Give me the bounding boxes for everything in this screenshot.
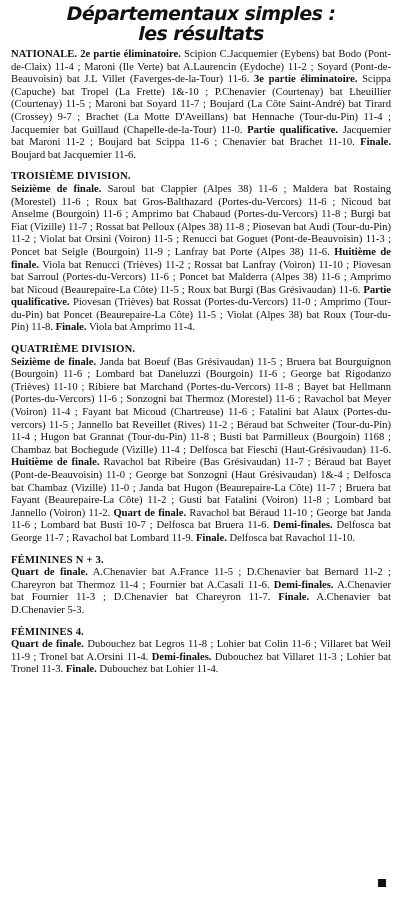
round-label: Partie qualificative. [11,284,391,309]
round-label: Finale. [55,322,87,334]
round-label: Seizième de finale. [11,183,102,195]
match-results: Ravachol bat Ribeire (Bas Grésivaudan) 11-7 ; Béraud bat Bayet (Pont-de-Beauvoisin) 11-0 ; George bat Sonzogni (Haut Grésivaudan) 1&-4 ; Delfosca bat Chambaz (Vizille) 11-0 ; Janda bat Hugon (Beaurepaire-La Côte) 11-7 ; Bruera bat Fayant (Beaurepaire-La Côte) 11-2 ; Gusti bat Fatalini (Voiron) 11-8 ; Lombard bat Jannello (Voiron) 11-2. [11,457,391,519]
round-label: Partie qualificative. [247,124,339,136]
round-label: Finale. [360,137,391,149]
round-label: Huitième de finale. [11,457,100,469]
round-label: Finale. [65,664,97,676]
match-results: A.Chenavier bat A.France 11-5 ; D.Chenavier bat Bernard 11-2 ; Chareyron bat Thermoz 11-4 ; Fournier bat A.Casali 11-6. [11,567,391,591]
section-heading: TROISIÈME DIVISION. [11,171,131,183]
section-quatrieme [11,344,391,546]
match-results: Ravachol bat Béraud 11-10 ; George bat Janda 11-6 ; Lombard bat Busti 10-7 ; Delfosca bat Bruera 11-6. [11,507,392,532]
round-label: Demi-finales. [273,579,334,591]
match-results: Viola bat Renucci (Trièves) 11-2 ; Rossat bat Lanfray (Voiron) 11-10 ; Piovesan bat Sarroul (Portes-du-Vercors) 11-6 ; Poncet bat Malderra (Alpes 38) 11-6 ; Amprimo bat Nicoud (Beaurepaire-La Côte) 11-5 ; Roux bat Burgi (Bas Grésivaudan) 11-6. [11,259,391,296]
title-line-1: Départementaux simples : [66,3,336,25]
section-paragraph [11,357,391,546]
round-label: Finale. [195,532,227,544]
title-line-2: les résultats [138,23,264,45]
round-label: NATIONALE. 2e partie éliminatoire. [11,49,181,60]
match-results: Boujard bat Jacquemier 11-6. [11,149,136,161]
round-label: Huitième de finale. [11,246,391,271]
match-results: Dubouchez bat Lohier 11-4. [96,664,219,676]
match-results: A.Chenavier bat Fournier 11-3 ; D.Chenavier bat Chareyron 11-7. [11,579,391,604]
match-results: A.Chenavier bat D.Chenavier 5-3. [11,592,391,616]
match-results: Scippa (Capuche) bat Tropel (La Frette) 1&-10 ; P.Chenavier (Courtenay) bat Lheuillier (Courtenay) 11-5 ; Maroni bat Soyard 11-7 ; Boujard (La Côte Saint-André) bat Tirard (Crossey) 9-7 ; Brachet (La Motte D'Aveillans) bat Hennache (Tour-du-Pin) 11-4 ; Jacquemier bat Guillaud (Chapelle-de-la-Tour) 11-0. [11,74,391,136]
section-troisieme [11,171,391,335]
round-label: Demi-finales. [151,651,212,663]
section-feminines-4 [11,627,391,677]
round-label: Seizième de finale. [11,356,97,368]
section-feminines-n3 [11,555,391,618]
match-results: Saroul bat Clappier (Alpes 38) 11-6 ; Maldera bat Rostaing (Morestel) 11-6 ; Roux bat Gros-Balthazard (Portes-du-Vercors) 11-6 ; Nicoud bat Anselme (Bourgoin) 11-6 ; Amprimo bat Chabaud (Portes-du-Vercors) 11-8 ; Burgi bat Fiat (Vizille) 11-7 ; Rossat bat Pelloux (Alpes 38) 11-8 ; Piosevan bat Audi (Tour-du-Pin) 11-2 ; Violat bat Orsini (Voiron) 11-5 ; Renucci bat Goguet (Pont-de-Beauvoisin) 11-3 ; Poncet bat Seigle (Bourgoin) 11-9 ; Lanfray bat Porte (Alpes 38) 11-6. [11,183,391,258]
match-results: Jacquemier bat Maroni 11-2 ; Boujard bat Scippa 11-6 ; Chenavier bat Brachet 11-10. [11,124,391,149]
section-nationale [11,49,391,162]
end-of-article-mark [378,879,386,887]
round-label: Quart de finale. [113,507,187,519]
match-results: Dubouchez bat Villaret 11-3 ; Lohier bat Tronel 11-3. [11,651,391,676]
match-results: Delfosca bat Ravachol 11-10. [226,532,356,544]
section-heading: QUATRIÈME DIVISION. [11,344,136,356]
round-label: 3e partie éliminatoire. [253,74,358,86]
section-heading: FÉMININES N + 3. [11,554,104,566]
match-results: Delfosca bat George 11-7 ; Ravachol bat Lombard 11-9. [11,520,392,544]
round-label: Finale. [278,592,310,604]
match-results: Dubouchez bat Legros 11-8 ; Lohier bat Colin 11-6 ; Villaret bat Weil 11-9 ; Tronel bat A.Orsini 11-4. [11,639,391,663]
section-paragraph [11,49,391,162]
match-results: Janda bat Boeuf (Bas Grésivaudan) 11-5 ; Bruera bat Bourguignon (Bourgoin) 11-6 ; Lombard bat Daneluzzi (Bourgoin) 11-6 ; George bat Rigodanzo (Trièves) 11-10 ; Ribiere bat Marchand (Portes-du-Vercors) 11-8 ; Bayet bat Hellmann (Portes-du-Vercors) 11-6 ; Sonzogni bat Thermoz (Morestel) 11-6 ; Ravachol bat Meyer (Voiron) 11-4 ; Fayant bat Micoud (Chartreuse) 11-6 ; Fatalini bat Alaux (Portes-du-vercors) 11-5 ; Jannello bat Reveillet (Rives) 11-2 ; Béraud bat Schweiter (Tour-du-Pin) 11-4 ; Hugon bat Grannat (Tour-du-Pin) 11-8 ; Busti bat Parmilleux (Bourgoin) 1168 ; Chambaz bat Bochegude (Vizille) 11-4 ; Delfosca bat Fieschi (Haut-Grésivaudan) 11-6. [11,356,391,456]
match-results: Scipion C.Jacquemier (Eybens) bat Bodo (Pont-de-Claix) 11-4 ; Maroni (Ile Verte) bat A.Laurencin (Eydoche) 11-2 ; Soyard (Pont-de-Beauvoisin) bat J.L Villet (Faverges-de-la-Tour) 11-6. [11,49,391,86]
section-paragraph [11,184,391,335]
article-title [11,4,391,44]
section-heading: FÉMININES 4. [11,626,85,638]
section-paragraph [11,567,391,617]
round-label: Demi-finales. [272,520,333,532]
results-body [11,49,391,677]
section-paragraph [11,639,391,677]
match-results: Viola bat Amprimo 11-4. [86,322,196,334]
match-results: Piovesan (Trièves) bat Rossat (Portes-du-Vercors) 11-0 ; Amprimo (Tour-du-Pin) bat Poncet (Beaurepaire-La Côte) 11-5 ; Violat (Alpes 38) bat Roux (Tour-du-Pin) 11-8. [11,297,391,334]
round-label: Quart de finale. [11,639,84,651]
round-label: Quart de finale. [11,567,88,579]
